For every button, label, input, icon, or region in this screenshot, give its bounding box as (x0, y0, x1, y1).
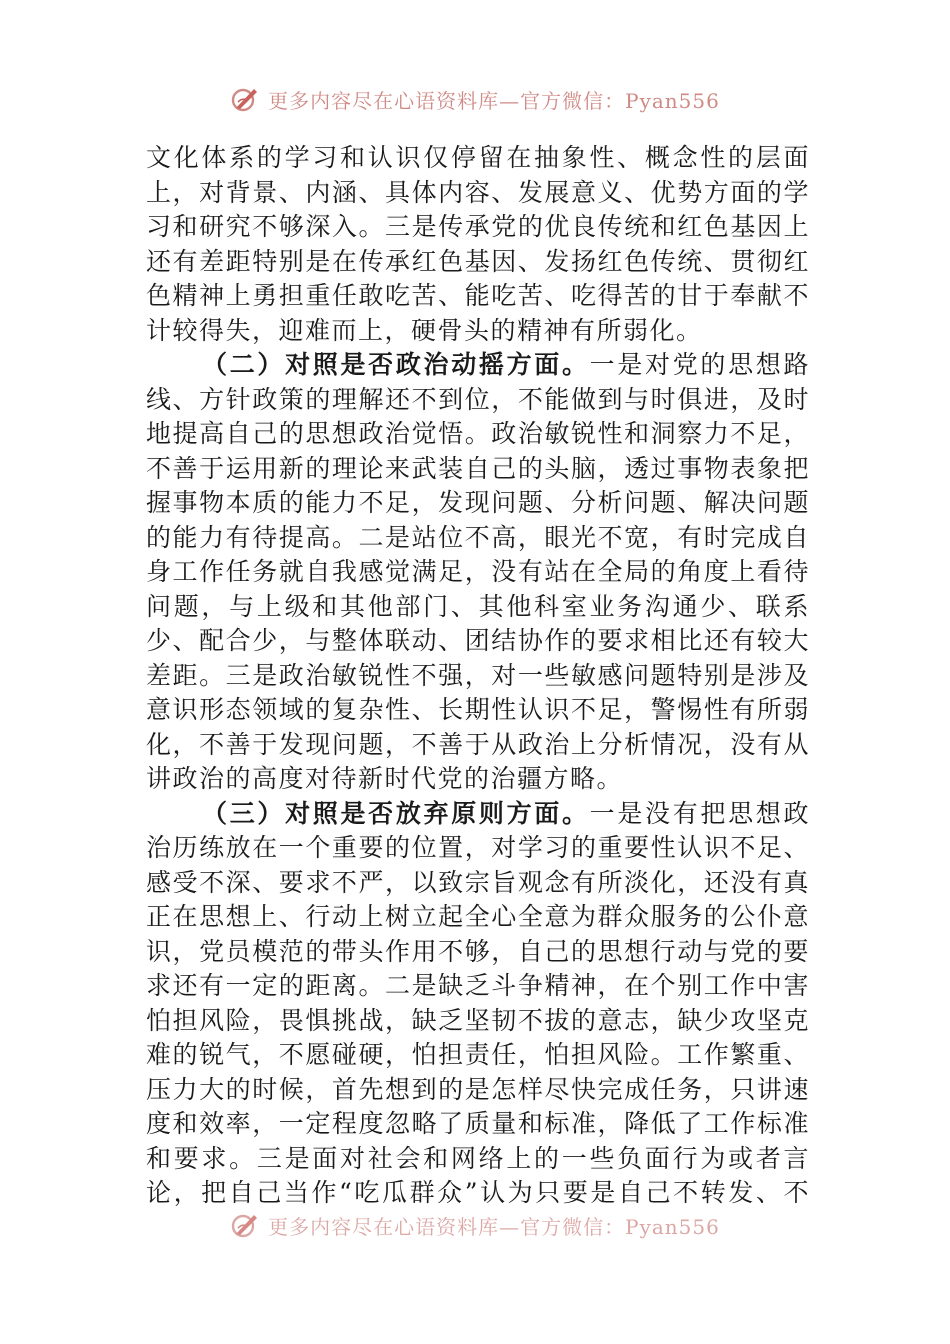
section-heading-2: （二）对照是否政治动摇方面。 (202, 350, 590, 379)
paragraph-3-text: 一是没有把思想政治历练放在一个重要的位置，对学习的重要性认识不足、感受不深、要求不严，以致宗旨观念有所淡化，还没有真正在思想上、行动上树立起全心全意为群众服务的公仆意识，党员模范的带头作用不够，自己的思想行动与党的要求还有一定的距离。二是缺乏斗争精神，在个别工作中害怕担风险，畏惧挑战，缺乏坚韧不拔的意志，缺少攻坚克难的锐气，不愿碰硬，怕担责任，怕担风险。工作繁重、压力大的时候，首先想到的是怎样尽快完成任务，只讲速度和效率，一定程度忽略了质量和标准，降低了工作标准和要求。三是面对社会和网络上的一些负面行为或者言论，把自己当作“吃瓜群众”认为只要是自己不转发、不 (146, 798, 810, 1207)
quill-logo-icon (230, 1210, 260, 1240)
paragraph-2 (146, 348, 810, 797)
paragraph-2-text: 一是对党的思想路线、方针政策的理解还不到位，不能做到与时俱进，及时地提高自己的思想政治觉悟。政治敏锐性和洞察力不足，不善于运用新的理论来武装自己的头脑，透过事物表象把握事物本质的能力不足，发现问题、分析问题、解决问题的能力有待提高。二是站位不高，眼光不宽，有时完成自身工作任务就自我感觉满足，没有站在全局的角度上看待问题，与上级和其他部门、其他科室业务沟通少、联系少、配合少，与整体联动、团结协作的要求相比还有较大差距。三是政治敏锐性不强，对一些敏感问题特别是涉及意识形态领域的复杂性、长期性认识不足，警惕性有所弱化，不善于发现问题，不善于从政治上分析情况，没有从讲政治的高度对待新时代党的治疆方略。 (146, 350, 810, 793)
watermark-text: 更多内容尽在心语资料库—官方微信：Pyan556 (268, 88, 720, 113)
paragraph-1 (146, 141, 810, 348)
document-content (146, 141, 810, 1214)
footer-watermark (0, 1210, 950, 1240)
paragraph-1-text: 文化体系的学习和认识仅停留在抽象性、概念性的层面上，对背景、内涵、具体内容、发展意义、优势方面的学习和研究不够深入。三是传承党的优良传统和红色基因上还有差距特别是在传承红色基因、发扬红色传统、贯彻红色精神上勇担重任敢吃苦、能吃苦、吃得苦的甘于奉献不计较得失，迎难而上，硬骨头的精神有所弱化。 (146, 143, 810, 345)
paragraph-3 (146, 797, 810, 1215)
section-heading-3: （三）对照是否放弃原则方面。 (202, 798, 590, 828)
watermark-text: 更多内容尽在心语资料库—官方微信：Pyan556 (268, 1214, 720, 1239)
